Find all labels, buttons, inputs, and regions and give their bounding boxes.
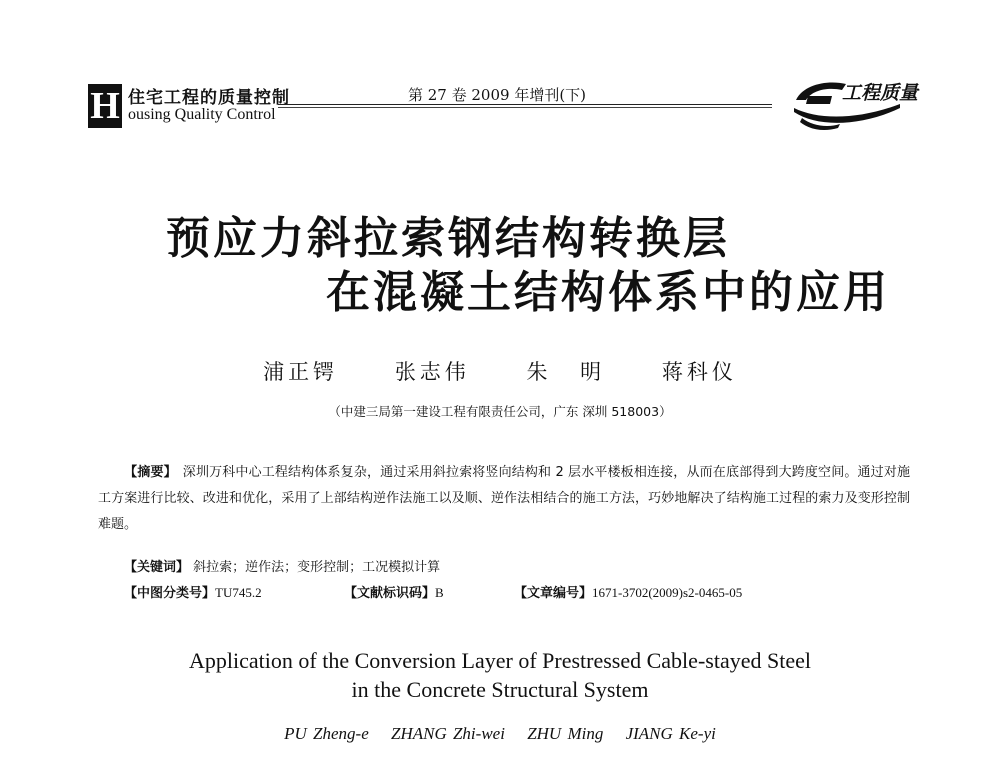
english-author-4: JIANG Ke-yi (625, 724, 716, 743)
column-initial-badge: H (88, 84, 122, 128)
column-title-cn: 住宅工程的质量控制 (128, 88, 290, 108)
paper-title-line2: 在混凝土结构体系中的应用 (326, 267, 890, 318)
author-3: 朱 明 (526, 360, 606, 384)
author-2: 张志伟 (394, 360, 470, 384)
document-code: 【文献标识码】B (344, 585, 444, 601)
english-title-line1: Application of the Conversion Layer of Prestressed Cable-stayed Steel (189, 648, 811, 673)
issue-info: 第 27 卷 2009 年增刊(下) (408, 86, 587, 104)
keywords-text: 斜拉索；逆作法；变形控制；工况模拟计算 (193, 560, 441, 575)
keywords (124, 556, 440, 575)
classification-row (124, 582, 742, 601)
abstract-label: 【摘要】 (124, 465, 177, 480)
keywords-label: 【关键词】 (124, 560, 190, 575)
english-title-line2: in the Concrete Structural System (351, 677, 649, 702)
author-list (0, 356, 1000, 386)
author-4: 蒋科仪 (661, 360, 737, 384)
english-author-list (0, 724, 1000, 744)
column-title-en: ousing Quality Control (128, 106, 276, 123)
affiliation: （中建三局第一建设工程有限责任公司，广东 深圳 518003） (328, 404, 672, 419)
english-author-1: PU Zheng-e (284, 724, 369, 743)
header-rule-lower (278, 107, 772, 108)
paper-title-line1: 预应力斜拉索钢结构转换层 (166, 213, 730, 264)
journal-logo-text: 工程质量 (842, 82, 919, 104)
clc-number: 【中图分类号】TU745.2 (124, 585, 262, 601)
english-author-3: ZHU Ming (527, 724, 604, 743)
author-1: 浦正锷 (263, 360, 339, 384)
article-number: 【文章编号】1671-3702(2009)s2-0465-05 (514, 585, 743, 601)
abstract (98, 460, 910, 538)
abstract-text: 深圳万科中心工程结构体系复杂，通过采用斜拉索将竖向结构和 2 层水平楼板相连接，从而在底部得到大跨度空间。通过对施工方案进行比较、改进和优化，采用了上部结构逆作法施工以及顺、逆作法相结合的施工方法，巧妙地解决了结构施工过程的索力及变形控制难题。 (98, 465, 910, 532)
english-author-2: ZHANG Zhi-wei (391, 724, 505, 743)
